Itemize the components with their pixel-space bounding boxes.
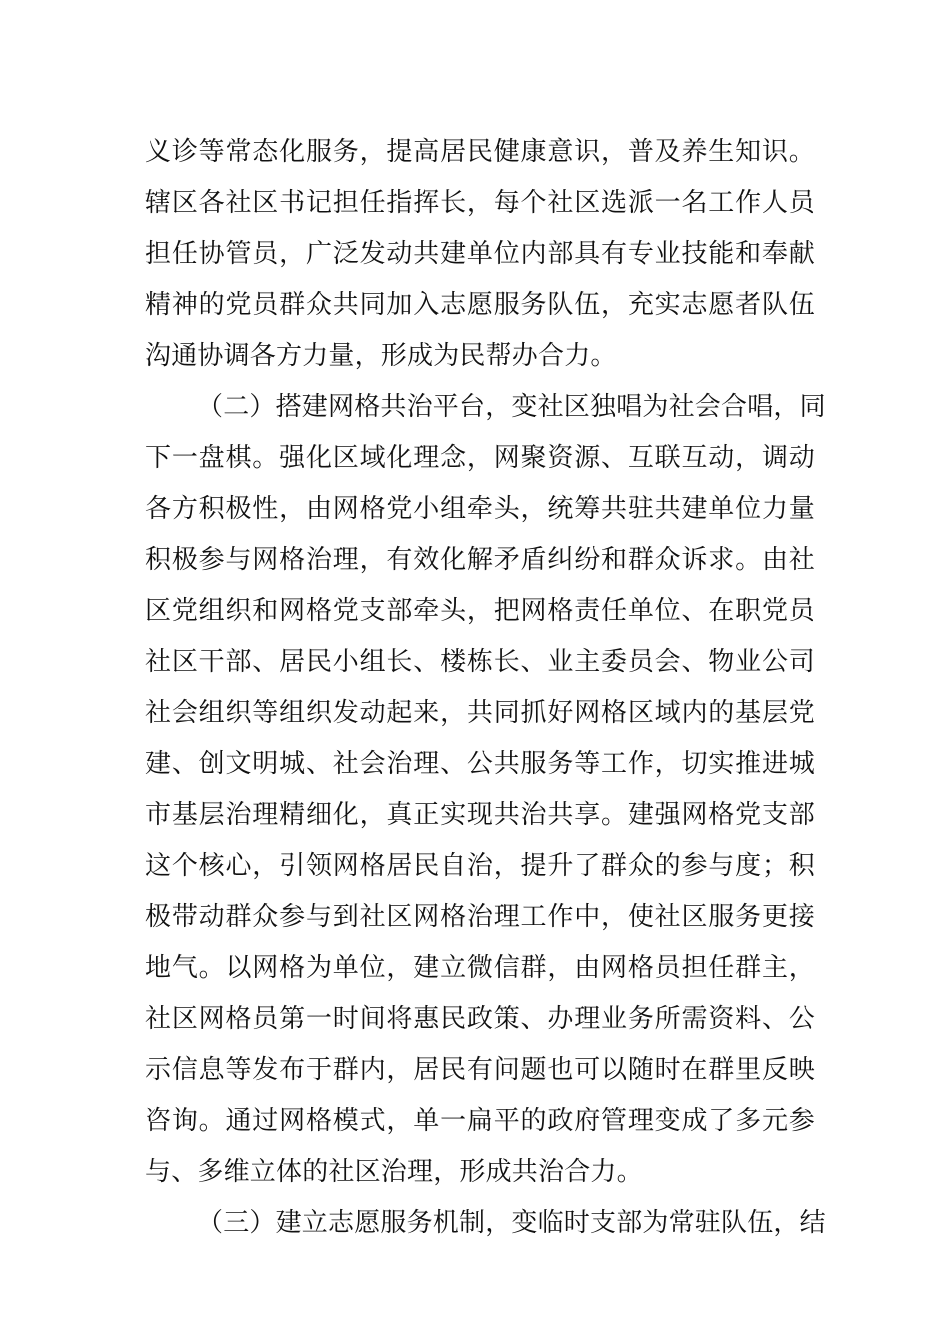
text-line: 区党组织和网格党支部牵头，把网格责任单位、在职党员: [145, 596, 815, 626]
text-line: 市基层治理精细化，真正实现共治共享。建强网格党支部: [145, 800, 815, 830]
text-line: 积极参与网格治理，有效化解矛盾纠纷和群众诉求。由社: [145, 545, 815, 575]
paragraph-heading-line: （二）搭建网格共治平台，变社区独唱为社会合唱，同: [197, 392, 826, 422]
text-line: 各方积极性，由网格党小组牵头，统筹共驻共建单位力量: [145, 494, 815, 524]
text-line: 极带动群众参与到社区网格治理工作中，使社区服务更接: [145, 902, 815, 932]
text-line: 沟通协调各方力量，形成为民帮办合力。: [145, 341, 617, 371]
text-line: 咨询。通过网格模式，单一扁平的政府管理变成了多元参: [145, 1106, 815, 1136]
text-line: 社区干部、居民小组长、楼栋长、业主委员会、物业公司: [145, 647, 815, 677]
text-line: 这个核心，引领网格居民自治，提升了群众的参与度；积: [145, 851, 815, 881]
paragraph-heading-line: （三）建立志愿服务机制，变临时支部为常驻队伍，结: [197, 1208, 826, 1238]
text-line: 义诊等常态化服务，提高居民健康意识，普及养生知识。: [145, 137, 815, 167]
text-line: 建、创文明城、社会治理、公共服务等工作，切实推进城: [145, 749, 815, 779]
text-line: 地气。以网格为单位，建立微信群，由网格员担任群主，: [145, 953, 815, 983]
text-line: 辖区各社区书记担任指挥长，每个社区选派一名工作人员: [145, 188, 815, 218]
text-line: 社区网格员第一时间将惠民政策、办理业务所需资料、公: [145, 1004, 815, 1034]
text-line: 与、多维立体的社区治理，形成共治合力。: [145, 1157, 643, 1187]
text-line: 社会组织等组织发动起来，共同抓好网格区域内的基层党: [145, 698, 815, 728]
text-line: 精神的党员群众共同加入志愿服务队伍，充实志愿者队伍: [145, 290, 815, 320]
text-line: 担任协管员，广泛发动共建单位内部具有专业技能和奉献: [145, 239, 815, 269]
text-line: 下一盘棋。强化区域化理念，网聚资源、互联互动，调动: [145, 443, 815, 473]
text-line: 示信息等发布于群内，居民有问题也可以随时在群里反映: [145, 1055, 815, 1085]
